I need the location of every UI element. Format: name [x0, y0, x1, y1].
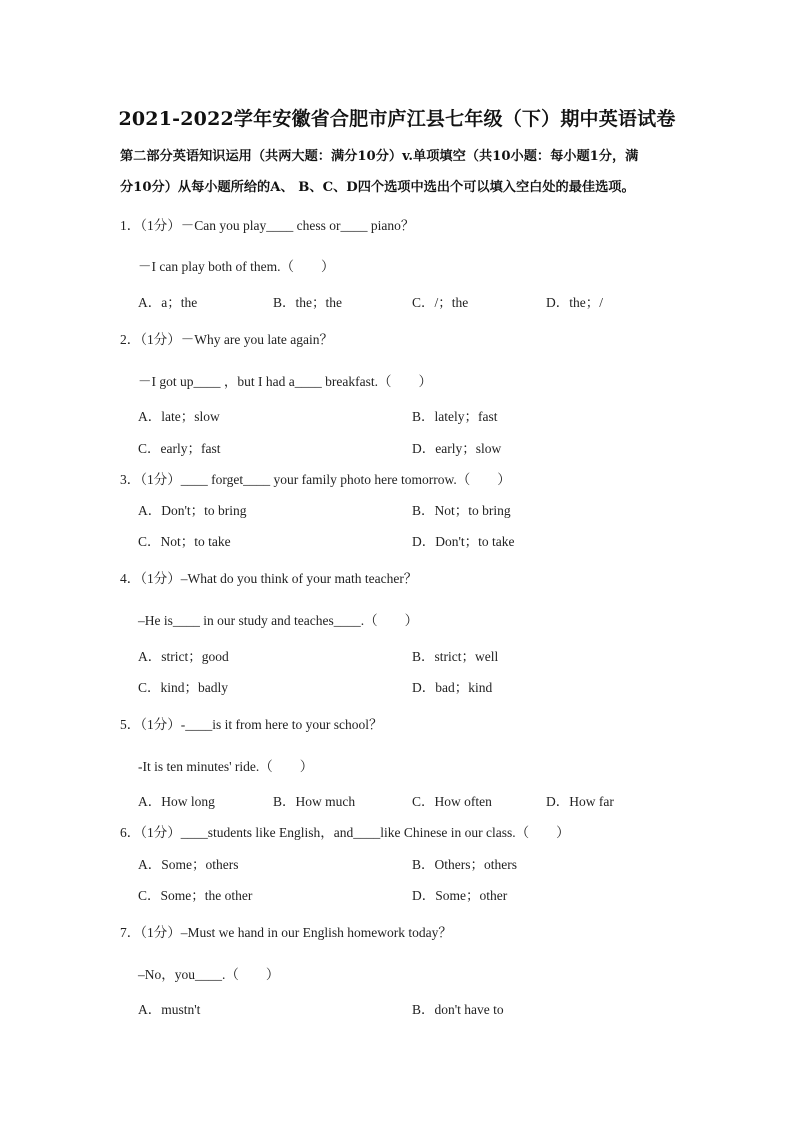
- question-7-stem: 7．（1分）–Must we hand in our English homework today？: [120, 925, 452, 940]
- section-instructions-line-2: 分10分）从每小题所给的A、 B、C、D四个选项中选出个可以填入空白处的最佳选项。: [120, 180, 635, 195]
- question-1-stem: 1．（1分）－Can you play____ chess or____ piano？: [120, 218, 415, 233]
- question-2-stem: 2．（1分）－Why are you late again？: [120, 332, 333, 347]
- question-2-option-d[interactable]: D．early；slow: [412, 441, 502, 456]
- question-6-option-a[interactable]: A．Some；others: [138, 857, 239, 872]
- question-1-option-c[interactable]: C．/；the: [412, 295, 469, 310]
- question-7-option-b[interactable]: B．don't have to: [412, 1002, 504, 1017]
- question-3-stem: 3．（1分）____ forget____ your family photo here tomorrow.（ ）: [120, 472, 511, 487]
- question-5-option-d[interactable]: D．How far: [546, 794, 614, 809]
- question-6-option-b[interactable]: B．Others；others: [412, 857, 517, 872]
- question-4-option-d[interactable]: D．bad；kind: [412, 680, 493, 695]
- question-5-option-b[interactable]: B．How much: [273, 794, 356, 809]
- question-1-sub: －I can play both of them.（ ）: [138, 259, 335, 274]
- question-3-option-a[interactable]: A．Don't；to bring: [138, 503, 247, 518]
- question-3-option-c[interactable]: C．Not；to take: [138, 534, 231, 549]
- question-2-option-b[interactable]: B．lately；fast: [412, 409, 498, 424]
- question-1-option-b[interactable]: B．the；the: [273, 295, 342, 310]
- question-6-stem: 6．（1分）____students like English，and____like Chinese in our class.（ ）: [120, 825, 570, 840]
- question-1-option-a[interactable]: A．a；the: [138, 295, 198, 310]
- question-5-option-a[interactable]: A．How long: [138, 794, 215, 809]
- question-4-option-b[interactable]: B．strict；well: [412, 649, 499, 664]
- question-3-option-d[interactable]: D．Don't；to take: [412, 534, 515, 549]
- question-2-option-c[interactable]: C．early；fast: [138, 441, 221, 456]
- page-title: 2021-2022学年安徽省合肥市庐江县七年级（下）期中英语试卷: [118, 108, 676, 130]
- question-7-sub: –No，you____.（ ）: [138, 967, 280, 982]
- question-7-option-a[interactable]: A．mustn't: [138, 1002, 201, 1017]
- question-2-option-a[interactable]: A．late；slow: [138, 409, 220, 424]
- question-3-option-b[interactable]: B．Not；to bring: [412, 503, 511, 518]
- section-instructions-line-1: 第二部分英语知识运用（共两大题：满分10分）v.单项填空（共10小题：每小题1分，满: [120, 149, 639, 164]
- question-4-option-a[interactable]: A．strict；good: [138, 649, 229, 664]
- question-6-option-c[interactable]: C．Some；the other: [138, 888, 253, 903]
- question-5-option-c[interactable]: C．How often: [412, 794, 492, 809]
- question-4-sub: –He is____ in our study and teaches____.（ ）: [138, 613, 419, 628]
- question-5-sub: -It is ten minutes' ride.（ ）: [138, 759, 314, 774]
- question-4-stem: 4．（1分）–What do you think of your math teacher？: [120, 571, 418, 586]
- question-5-stem: 5．（1分）-____is it from here to your school？: [120, 717, 383, 732]
- question-4-option-c[interactable]: C．kind；badly: [138, 680, 228, 695]
- question-2-sub: －I got up____ ，but I had a____ breakfast.（ ）: [138, 374, 432, 389]
- question-6-option-d[interactable]: D．Some；other: [412, 888, 508, 903]
- question-1-option-d[interactable]: D．the；/: [546, 295, 603, 310]
